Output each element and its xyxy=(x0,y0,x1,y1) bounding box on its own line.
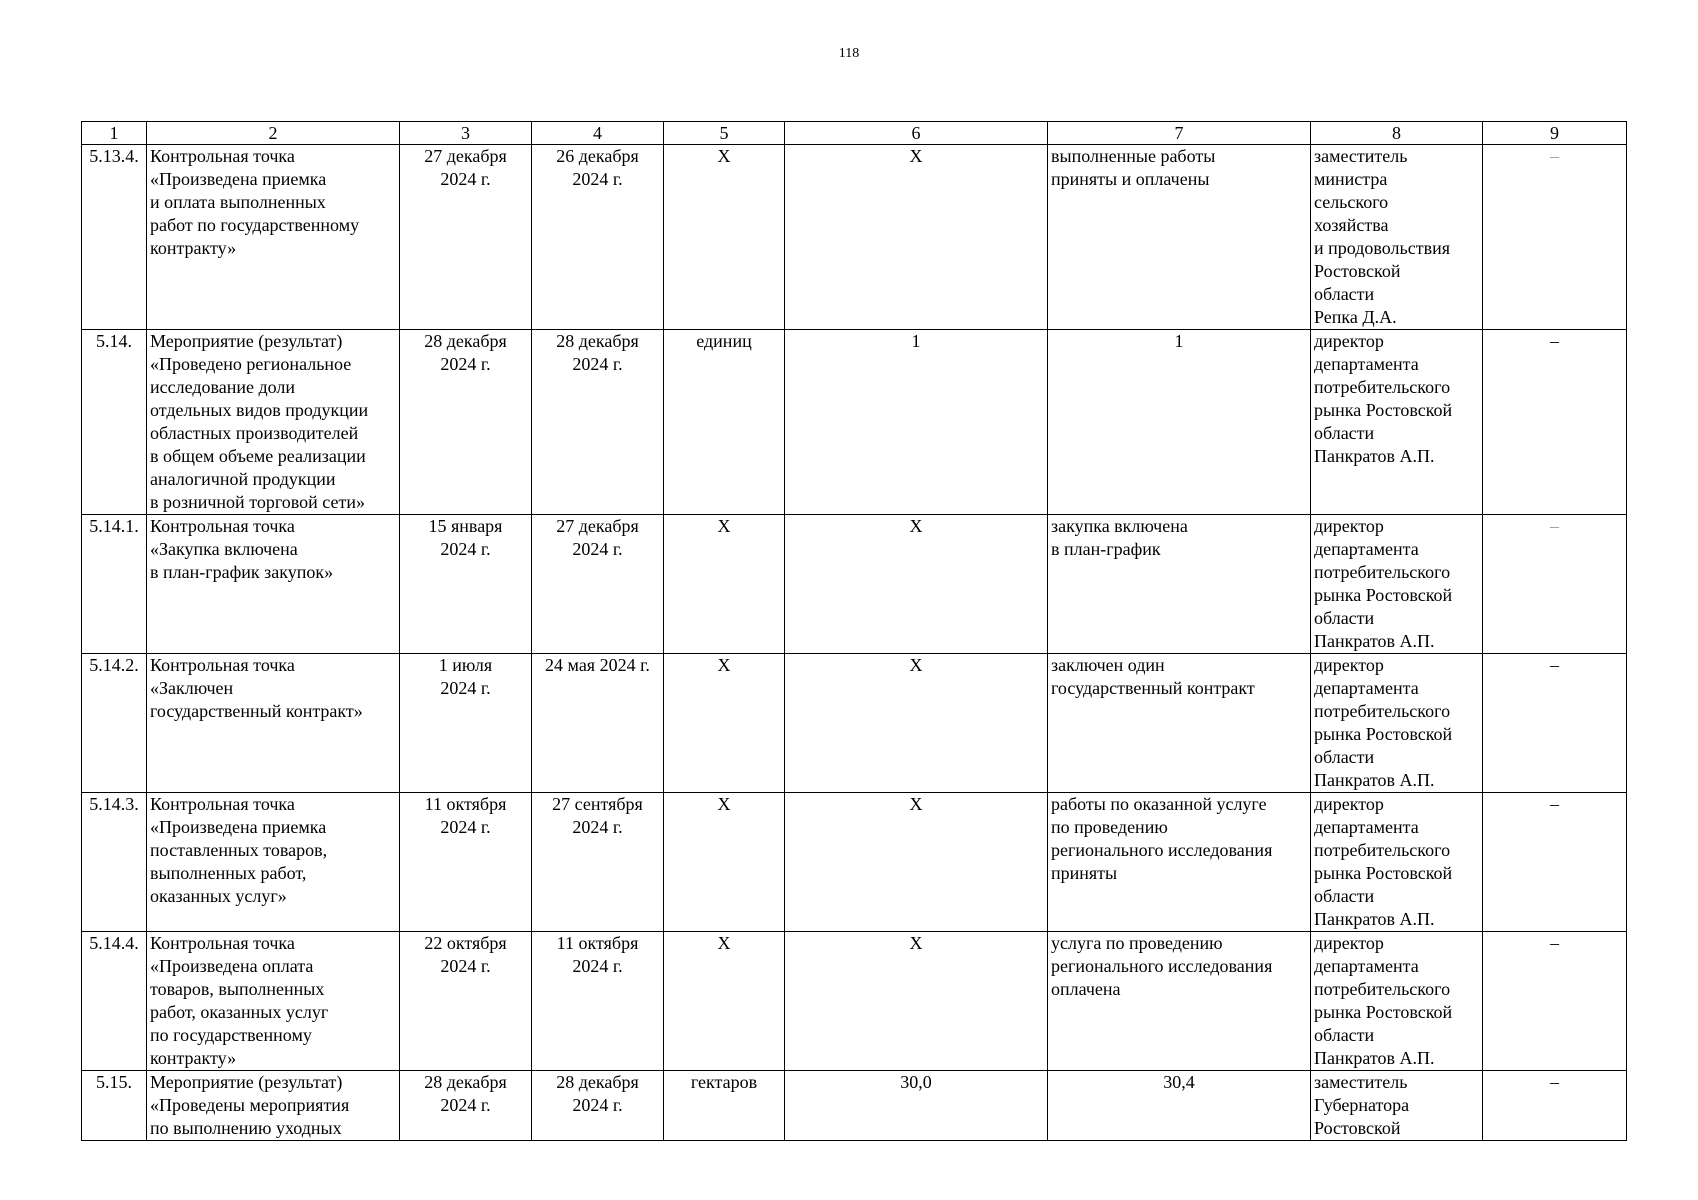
row-value-plan: Х xyxy=(785,932,1048,1071)
table-row xyxy=(82,330,1627,515)
column-header-5: 5 xyxy=(664,122,785,145)
row-name: Мероприятие (результат) «Проведено региональное исследование доли отдельных видов продукции областных производителей в общем объеме реализации аналогичной продукции в розничной торговой сети» xyxy=(147,330,400,515)
row-number: 5.15. xyxy=(82,1071,147,1141)
row-value-fact: закупка включена в план-график xyxy=(1048,515,1311,654)
row-responsible: директор департамента потребительского рынка Ростовской области Панкратов А.П. xyxy=(1311,654,1483,793)
column-header-8: 8 xyxy=(1311,122,1483,145)
row-unit: Х xyxy=(664,793,785,932)
table-body xyxy=(82,145,1627,1141)
row-name: Контрольная точка «Заключен государственный контракт» xyxy=(147,654,400,793)
row-name: Контрольная точка «Произведена приемка поставленных товаров, выполненных работ, оказанных услуг» xyxy=(147,793,400,932)
table-row xyxy=(82,654,1627,793)
row-number: 5.14. xyxy=(82,330,147,515)
row-unit: гектаров xyxy=(664,1071,785,1141)
row-date-fact: 27 сентября 2024 г. xyxy=(532,793,664,932)
column-header-9: 9 xyxy=(1483,122,1627,145)
row-responsible: директор департамента потребительского рынка Ростовской области Панкратов А.П. xyxy=(1311,932,1483,1071)
row-date-plan: 22 октября 2024 г. xyxy=(400,932,532,1071)
row-name: Мероприятие (результат) «Проведены мероприятия по выполнению уходных xyxy=(147,1071,400,1141)
row-note: – xyxy=(1483,1071,1627,1141)
row-value-fact: 30,4 xyxy=(1048,1071,1311,1141)
row-unit: единиц xyxy=(664,330,785,515)
column-header-2: 2 xyxy=(147,122,400,145)
row-note: – xyxy=(1483,654,1627,793)
row-date-fact: 24 мая 2024 г. xyxy=(532,654,664,793)
row-name: Контрольная точка «Закупка включена в план-график закупок» xyxy=(147,515,400,654)
column-header-4: 4 xyxy=(532,122,664,145)
row-value-plan: Х xyxy=(785,515,1048,654)
row-number: 5.14.1. xyxy=(82,515,147,654)
column-header-1: 1 xyxy=(82,122,147,145)
row-date-plan: 1 июля 2024 г. xyxy=(400,654,532,793)
page-number: 118 xyxy=(838,46,860,61)
header-row xyxy=(82,122,1627,145)
row-date-fact: 28 декабря 2024 г. xyxy=(532,1071,664,1141)
row-number: 5.14.3. xyxy=(82,793,147,932)
row-value-plan: 1 xyxy=(785,330,1048,515)
row-date-plan: 15 января 2024 г. xyxy=(400,515,532,654)
row-date-plan: 11 октября 2024 г. xyxy=(400,793,532,932)
row-date-fact: 27 декабря 2024 г. xyxy=(532,515,664,654)
row-note: – xyxy=(1483,330,1627,515)
row-value-fact: выполненные работы приняты и оплачены xyxy=(1048,145,1311,330)
row-note: – xyxy=(1483,145,1627,330)
row-unit: Х xyxy=(664,654,785,793)
table-row xyxy=(82,793,1627,932)
row-number: 5.13.4. xyxy=(82,145,147,330)
plan-table xyxy=(81,121,1627,1141)
column-header-7: 7 xyxy=(1048,122,1311,145)
row-value-plan: Х xyxy=(785,793,1048,932)
row-date-fact: 11 октября 2024 г. xyxy=(532,932,664,1071)
row-value-plan: Х xyxy=(785,654,1048,793)
row-unit: Х xyxy=(664,145,785,330)
table-row xyxy=(82,1071,1627,1141)
row-value-plan: Х xyxy=(785,145,1048,330)
row-unit: Х xyxy=(664,515,785,654)
row-unit: Х xyxy=(664,932,785,1071)
row-value-plan: 30,0 xyxy=(785,1071,1048,1141)
row-note: – xyxy=(1483,515,1627,654)
column-header-3: 3 xyxy=(400,122,532,145)
row-value-fact: работы по оказанной услуге по проведению регионального исследования приняты xyxy=(1048,793,1311,932)
row-name: Контрольная точка «Произведена оплата товаров, выполненных работ, оказанных услуг по государственному контракту» xyxy=(147,932,400,1071)
column-header-6: 6 xyxy=(785,122,1048,145)
row-value-fact: услуга по проведению регионального исследования оплачена xyxy=(1048,932,1311,1071)
row-responsible: заместитель министра сельского хозяйства и продовольствия Ростовской области Репка Д.А. xyxy=(1311,145,1483,330)
row-responsible: директор департамента потребительского рынка Ростовской области Панкратов А.П. xyxy=(1311,515,1483,654)
row-value-fact: 1 xyxy=(1048,330,1311,515)
row-responsible: директор департамента потребительского рынка Ростовской области Панкратов А.П. xyxy=(1311,330,1483,515)
row-note: – xyxy=(1483,932,1627,1071)
row-number: 5.14.4. xyxy=(82,932,147,1071)
row-name: Контрольная точка «Произведена приемка и оплата выполненных работ по государственному контракту» xyxy=(147,145,400,330)
row-responsible: заместитель Губернатора Ростовской xyxy=(1311,1071,1483,1141)
table-row xyxy=(82,932,1627,1071)
row-date-plan: 27 декабря 2024 г. xyxy=(400,145,532,330)
row-date-fact: 28 декабря 2024 г. xyxy=(532,330,664,515)
row-date-fact: 26 декабря 2024 г. xyxy=(532,145,664,330)
table-row xyxy=(82,515,1627,654)
row-number: 5.14.2. xyxy=(82,654,147,793)
row-responsible: директор департамента потребительского рынка Ростовской области Панкратов А.П. xyxy=(1311,793,1483,932)
row-value-fact: заключен один государственный контракт xyxy=(1048,654,1311,793)
row-date-plan: 28 декабря 2024 г. xyxy=(400,330,532,515)
table-row xyxy=(82,145,1627,330)
row-note: – xyxy=(1483,793,1627,932)
row-date-plan: 28 декабря 2024 г. xyxy=(400,1071,532,1141)
